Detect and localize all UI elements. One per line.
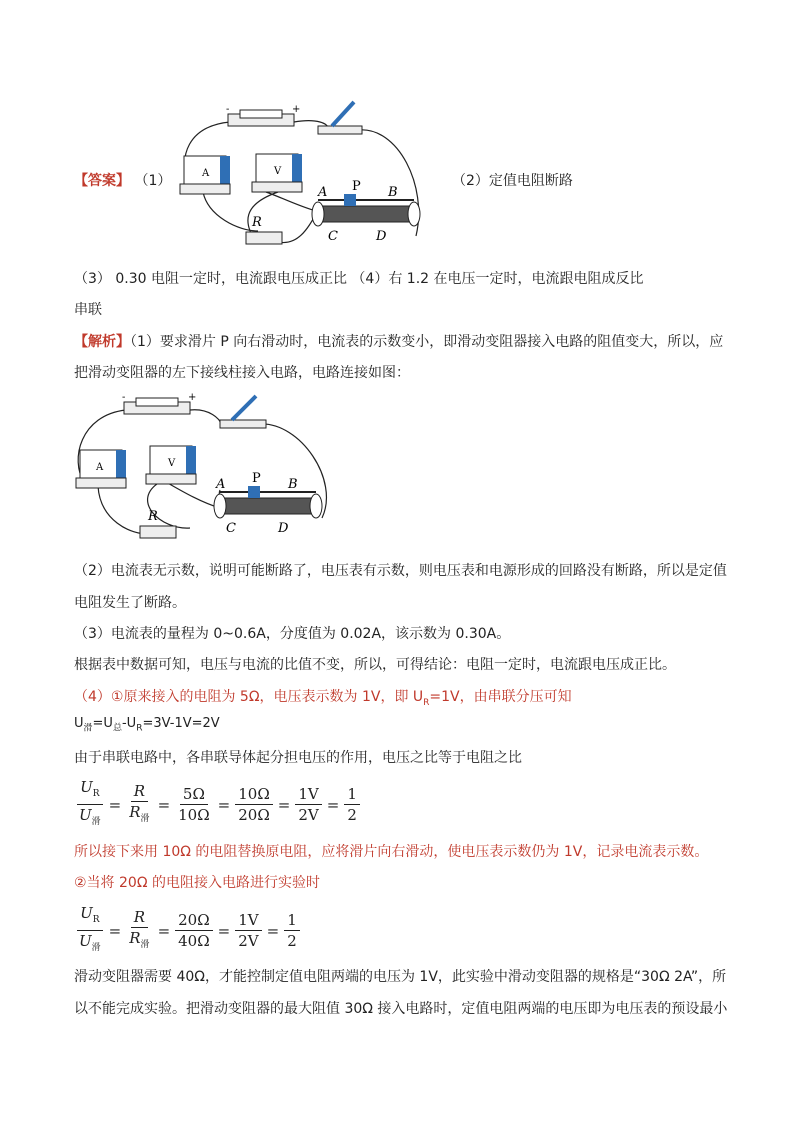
circuit-diagram-answer xyxy=(168,96,438,262)
circuit-diagram-analysis xyxy=(70,390,350,550)
terminal-D-label: D xyxy=(376,229,387,244)
frac-5-10: $\frac{5\Omega}{10\Omega}$ xyxy=(178,785,210,824)
analysis-p5 xyxy=(74,686,572,708)
frac-r-rslide: $\frac{R}{R_滑}$ xyxy=(129,781,150,824)
resistor-label-2: R xyxy=(148,509,158,524)
terminal-C-label: C xyxy=(328,229,338,244)
eq1-mid: =U xyxy=(92,716,113,731)
resistor-label: R xyxy=(252,215,262,230)
eq1-u: U xyxy=(74,716,84,731)
plus-label: + xyxy=(292,104,301,115)
answer-line-3: （3） 0.30 电阻一定时，电流跟电压成正比 （4）右 1.2 在电压一定时，电流跟电阻成反比 xyxy=(74,271,644,287)
answer-part-2: （2）定值电阻断路 xyxy=(452,173,573,189)
answer-line-1 xyxy=(74,170,171,190)
analysis-line-1 xyxy=(74,331,723,351)
minus-label: - xyxy=(226,104,230,115)
analysis-p7 xyxy=(74,841,708,861)
p9b-text: 以不能完成实验。把滑动变阻器的最大阻值 30Ω 接入电路时，定值电阻两端的电压即为电压表的预设最小 xyxy=(74,1001,728,1017)
analysis-p3: （3）电流表的量程为 0~0.6A，分度值为 0.02A，该示数为 0.30A。 xyxy=(74,626,511,642)
eq1-end: =3V-1V=2V xyxy=(142,716,220,731)
frac-10-20: $\frac{10\Omega}{20\Omega}$ xyxy=(235,785,273,824)
frac2-ur-uslide: $\frac{U_R}{U_滑}$ xyxy=(79,904,101,953)
p5-end: =1V，由串联分压可知 xyxy=(429,689,572,705)
terminal-A-label: A xyxy=(318,185,328,200)
terminal-D-label-2: D xyxy=(278,521,289,536)
slider-P-label-2: P xyxy=(252,471,261,486)
eq1-sub2: 总 xyxy=(112,723,122,734)
minus-label-2: - xyxy=(122,392,126,403)
analysis-p1a: （1）要求滑片 P 向右滑动时，电流表的示数变小，即滑动变阻器接入电路的阻值变大，所以，应 xyxy=(130,334,724,350)
analysis-p2a: （2）电流表无示数，说明可能断路了，电压表有示数，则电压表和电源形成的回路没有断路，所以是定值 xyxy=(74,563,727,579)
analysis-tag: 【解析】 xyxy=(74,334,130,350)
frac2-20-40: $\frac{20\Omega}{40\Omega}$ xyxy=(175,911,213,950)
frac-1v-2v: $\frac{1V}{2V}$ xyxy=(295,785,321,824)
p5-sub: R xyxy=(423,697,430,708)
eq1-sub3: R xyxy=(136,723,143,734)
eq1-mid2: -U xyxy=(121,716,137,731)
ammeter-label: A xyxy=(202,168,210,179)
analysis-p4: 根据表中数据可知，电压与电流的比值不变，所以，可得结论：电阻一定时，电流跟电压成正比。 xyxy=(74,657,676,673)
slider-P-label: P xyxy=(352,179,361,194)
ammeter-label-2: A xyxy=(96,462,104,473)
terminal-C-label-2: C xyxy=(226,521,236,536)
analysis-p1b: 把滑动变阻器的左下接线柱接入电路，电路连接如图： xyxy=(74,365,410,381)
analysis-p8: ②当将 20Ω 的电阻接入电路进行实验时 xyxy=(74,875,320,891)
terminal-B-label: B xyxy=(388,185,398,200)
analysis-p9b xyxy=(74,998,727,1018)
equation-u-sliding xyxy=(74,716,220,734)
p5-text: （4）①原来接入的电阻为 5Ω，电压表示数为 1V，即 U xyxy=(74,689,424,705)
analysis-p2b: 电阻发生了断路。 xyxy=(74,595,186,611)
voltmeter-label: V xyxy=(274,166,282,177)
frac-1-2: $\frac{1}{2}$ xyxy=(344,785,360,824)
frac2-1v-2v: $\frac{1V}{2V}$ xyxy=(235,911,261,950)
answer-line-4: 串联 xyxy=(74,302,102,318)
answer-part-1: （1） xyxy=(134,173,172,189)
frac2-1-2: $\frac{1}{2}$ xyxy=(284,911,300,950)
analysis-p6: 由于串联电路中，各串联导体起分担电压的作用，电压之比等于电阻之比 xyxy=(74,750,522,766)
voltmeter-label-2: V xyxy=(168,458,176,469)
terminal-A-label-2: A xyxy=(216,477,226,492)
terminal-B-label-2: B xyxy=(288,477,298,492)
frac-ur-uslide: $\frac{U_R}{U_滑}$ xyxy=(79,778,101,827)
eq1-sub1: 滑 xyxy=(83,723,93,734)
plus-label-2: + xyxy=(188,392,197,403)
analysis-p9a: 滑动变阻器需要 40Ω，才能控制定值电阻两端的电压为 1V，此实验中滑动变阻器的规格是“30Ω 2A”，所 xyxy=(74,969,727,985)
frac2-r-rslide: $\frac{R}{R_滑}$ xyxy=(129,907,150,950)
answer-tag: 【答案】 xyxy=(74,173,130,189)
p7-text: 所以接下来用 10Ω 的电阻替换原电阻，应将滑片向右滑动，使电压表示数仍为 1V，记录电流表示数。 xyxy=(74,844,709,860)
formula-ratio-2: $\frac{U_R}{U_滑}$ = $\frac{R}{R_滑}$ = $\frac{20\Omega}{40\Omega}$ = $\frac{1V}{2V}$ = $\frac{1}{2}$ xyxy=(74,904,302,957)
formula-ratio-1: $\frac{U_R}{U_滑}$ = $\frac{R}{R_滑}$ = $\frac{5\Omega}{10\Omega}$ = $\frac{10\Omega}{20\Omega}$ = $\frac{1V}{2V}$ = $\frac{1}{2}$ xyxy=(74,778,362,831)
